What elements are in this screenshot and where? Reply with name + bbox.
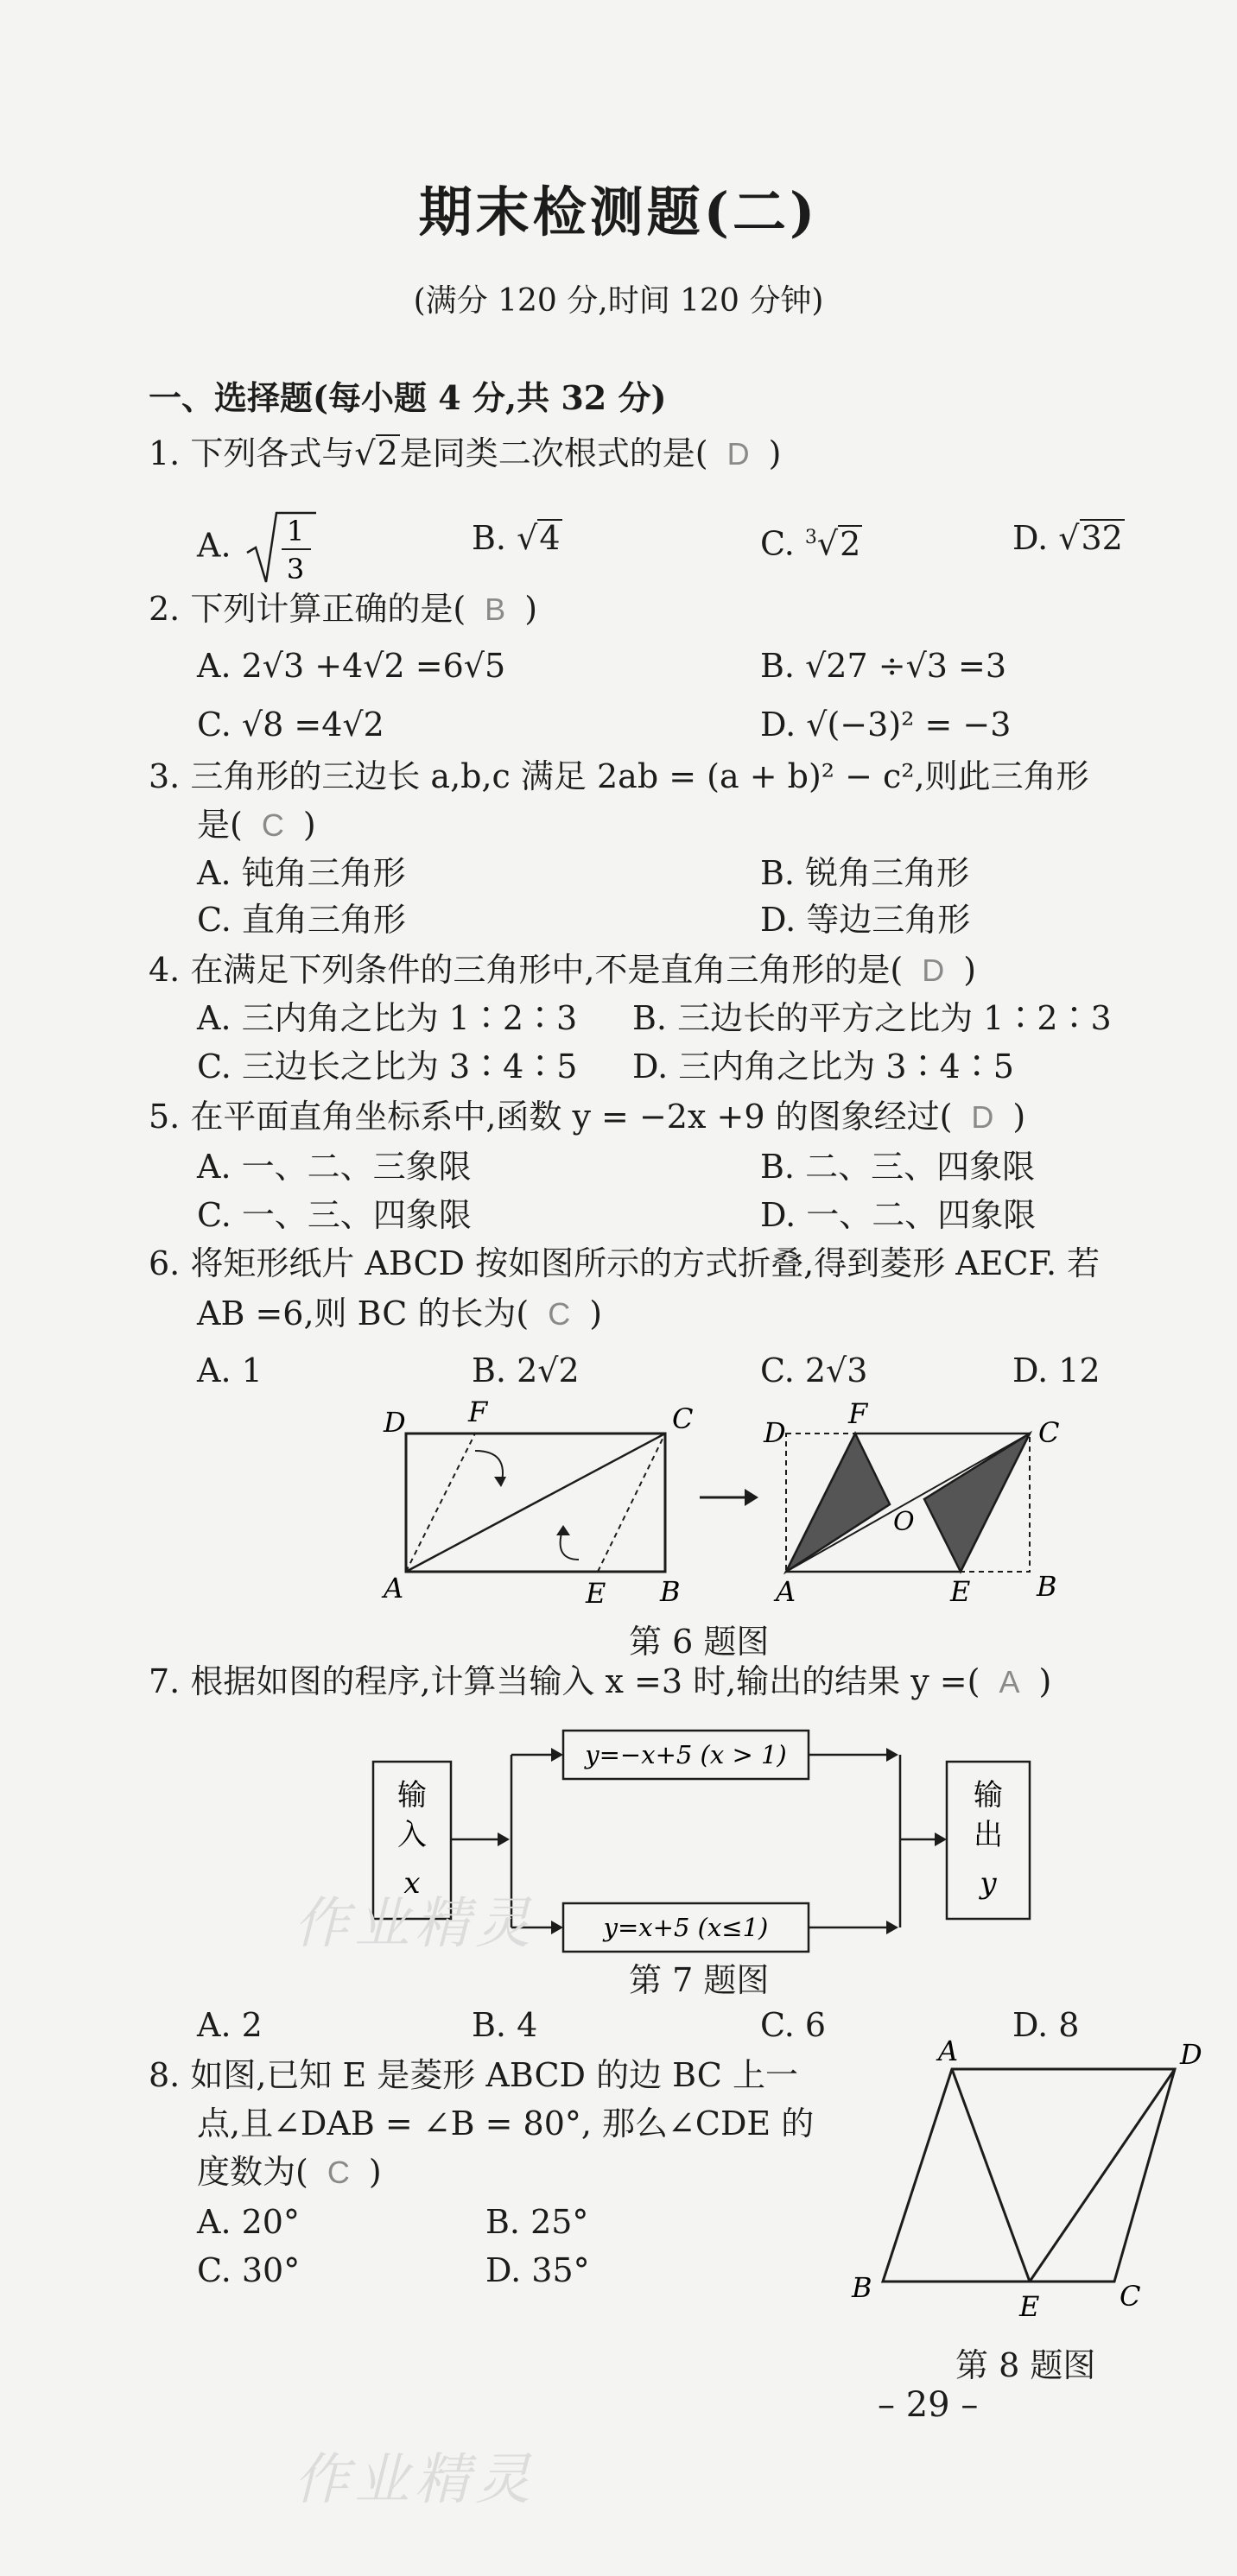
figure-8-caption: 第 8 题图 <box>955 2346 1096 2384</box>
svg-text:y: y <box>980 1866 997 1901</box>
question-5: 5. 在平面直角坐标系中,函数 y = −2x +9 的图象经过( D ) <box>149 1098 1026 1136</box>
q1-option-b: B. √4 <box>472 519 561 557</box>
q3-option-c: C. 直角三角形 <box>197 901 406 939</box>
arrowhead-icon <box>551 1748 563 1762</box>
page-subtitle: (满分 120 分,时间 120 分钟) <box>413 283 824 319</box>
fold-af <box>406 1434 475 1572</box>
section-heading: 一、选择题(每小题 4 分,共 32 分) <box>149 378 667 417</box>
question-3: 3. 三角形的三边长 a,b,c 满足 2ab = (a + b)² − c²,则此三角形 <box>149 757 1089 795</box>
svg-text:C: C <box>1038 1416 1060 1449</box>
svg-text:x: x <box>403 1866 421 1901</box>
svg-text:F: F <box>468 1396 488 1428</box>
q1-option-a: A. 1 3 <box>197 510 320 587</box>
q4-option-b: B. 三边长的平方之比为 1∶2∶3 <box>632 999 1112 1037</box>
q6-option-b: B. 2√2 <box>472 1351 580 1389</box>
answer-4: D <box>922 953 945 988</box>
q1-option-d: D. √32 <box>1012 519 1123 557</box>
answer-5: D <box>971 1099 994 1135</box>
svg-text:E: E <box>950 1575 971 1608</box>
q8-figure <box>847 2038 1227 2332</box>
q7-option-d: D. 8 <box>1012 2006 1080 2044</box>
svg-text:F: F <box>848 1397 868 1430</box>
answer-2: B <box>485 592 506 627</box>
shaded-triangle-right <box>924 1434 1030 1572</box>
watermark-1: 作业精灵 <box>294 1892 536 1956</box>
page-title: 期末检测题(二) <box>418 180 819 244</box>
page-number: – 29 – <box>878 2385 979 2425</box>
q5-option-d: D. 一、二、四象限 <box>760 1196 1037 1234</box>
q7-option-a: A. 2 <box>197 2006 263 2044</box>
svg-text:C: C <box>672 1402 694 1435</box>
question-4: 4. 在满足下列条件的三角形中,不是直角三角形的是( D ) <box>149 951 977 989</box>
sqrt-fraction-icon <box>242 510 320 587</box>
question-2: 2. 下列计算正确的是( B ) <box>149 590 538 628</box>
watermark-2: 作业精灵 <box>294 2448 536 2512</box>
svg-text:E: E <box>1019 2290 1040 2323</box>
q6-option-a: A. 1 <box>197 1351 263 1389</box>
svg-text:E: E <box>586 1577 606 1610</box>
q2-option-d: D. √(−3)² = −3 <box>760 706 1012 744</box>
q8-option-a: A. 20° <box>197 2203 300 2241</box>
q2-option-a: A. 2√3 +4√2 =6√5 <box>197 647 506 685</box>
q4-option-d: D. 三内角之比为 3∶4∶5 <box>632 1047 1014 1085</box>
rhombus-abcd <box>883 2069 1175 2282</box>
svg-text:A: A <box>384 1572 404 1604</box>
arrowhead-icon <box>498 1832 510 1846</box>
q5-option-a: A. 一、二、三象限 <box>197 1148 472 1186</box>
q3-option-d: D. 等边三角形 <box>760 901 971 939</box>
answer-8: C <box>327 2155 350 2190</box>
svg-text:A: A <box>938 2038 959 2067</box>
svg-text:入: 入 <box>397 1818 427 1852</box>
fold-ec <box>598 1434 665 1572</box>
segment-ae <box>952 2069 1030 2282</box>
q6-option-d: D. 12 <box>1012 1351 1101 1389</box>
arrowhead-icon <box>935 1832 947 1846</box>
question-1: 1. 下列各式与√2是同类二次根式的是( D ) <box>149 434 782 472</box>
question-6-cont: AB =6,则 BC 的长为( C ) <box>197 1294 603 1332</box>
segment-de <box>1030 2069 1175 2282</box>
svg-text:B: B <box>852 2271 872 2304</box>
svg-text:C: C <box>1120 2280 1141 2313</box>
q4-option-a: A. 三内角之比为 1∶2∶3 <box>197 999 578 1037</box>
figure-7-caption: 第 7 题图 <box>629 1961 770 1999</box>
answer-3: C <box>261 807 284 843</box>
arrowhead-icon <box>745 1489 758 1506</box>
q2-option-b: B. √27 ÷√3 =3 <box>760 647 1007 685</box>
q8-option-b: B. 25° <box>485 2203 589 2241</box>
svg-text:出: 出 <box>974 1818 1003 1852</box>
question-7: 7. 根据如图的程序,计算当输入 x =3 时,输出的结果 y =( A ) <box>149 1662 1052 1700</box>
svg-text:1: 1 <box>286 515 304 547</box>
q7-option-b: B. 4 <box>472 2006 538 2044</box>
q5-option-b: B. 二、三、四象限 <box>760 1148 1036 1186</box>
q8-option-d: D. 35° <box>485 2251 590 2289</box>
svg-text:O: O <box>893 1507 915 1537</box>
svg-text:y=x+5 (x≤1): y=x+5 (x≤1) <box>603 1913 769 1942</box>
answer-6: C <box>548 1296 571 1332</box>
q2-option-c: C. √8 =4√2 <box>197 706 384 744</box>
diagonal-ac <box>406 1434 665 1572</box>
svg-text:A: A <box>776 1575 796 1608</box>
svg-text:y=−x+5 (x > 1): y=−x+5 (x > 1) <box>585 1740 787 1769</box>
question-8-line3: 度数为( C ) <box>197 2153 382 2191</box>
q8-option-c: C. 30° <box>197 2251 301 2289</box>
q6-figure <box>371 1390 1063 1615</box>
q5-option-c: C. 一、三、四象限 <box>197 1196 472 1234</box>
svg-text:输: 输 <box>974 1778 1003 1813</box>
answer-7: A <box>999 1664 1020 1699</box>
question-8-line2: 点,且∠DAB = ∠B = 80°, 那么∠CDE 的 <box>197 2104 815 2142</box>
q3-option-b: B. 锐角三角形 <box>760 854 970 892</box>
shaded-triangle-left <box>786 1434 890 1572</box>
svg-text:3: 3 <box>286 553 304 585</box>
q7-option-c: C. 6 <box>760 2006 827 2044</box>
arrowhead-icon <box>886 1748 898 1762</box>
q3-option-a: A. 钝角三角形 <box>197 854 406 892</box>
answer-1: D <box>726 436 750 472</box>
svg-text:D: D <box>764 1416 786 1449</box>
arrowhead-icon <box>886 1921 898 1934</box>
arrowhead-icon <box>551 1921 563 1934</box>
svg-text:B: B <box>660 1575 681 1608</box>
question-6: 6. 将矩形纸片 ABCD 按如图所示的方式折叠,得到菱形 AECF. 若 <box>149 1244 1101 1282</box>
svg-text:B: B <box>1037 1570 1057 1603</box>
arrowhead-icon <box>494 1477 506 1487</box>
question-3-cont: 是( C ) <box>197 806 316 844</box>
question-8-line1: 8. 如图,已知 E 是菱形 ABCD 的边 BC 上一 <box>149 2056 798 2094</box>
figure-6-caption: 第 6 题图 <box>629 1623 770 1661</box>
arrowhead-icon <box>556 1525 570 1535</box>
q6-option-c: C. 2√3 <box>760 1351 868 1389</box>
svg-text:D: D <box>384 1406 406 1439</box>
svg-text:输: 输 <box>397 1778 427 1813</box>
q4-option-c: C. 三边长之比为 3∶4∶5 <box>197 1047 578 1085</box>
svg-text:D: D <box>1180 2038 1202 2071</box>
q1-option-c: C. $^3$√2 <box>760 524 861 563</box>
